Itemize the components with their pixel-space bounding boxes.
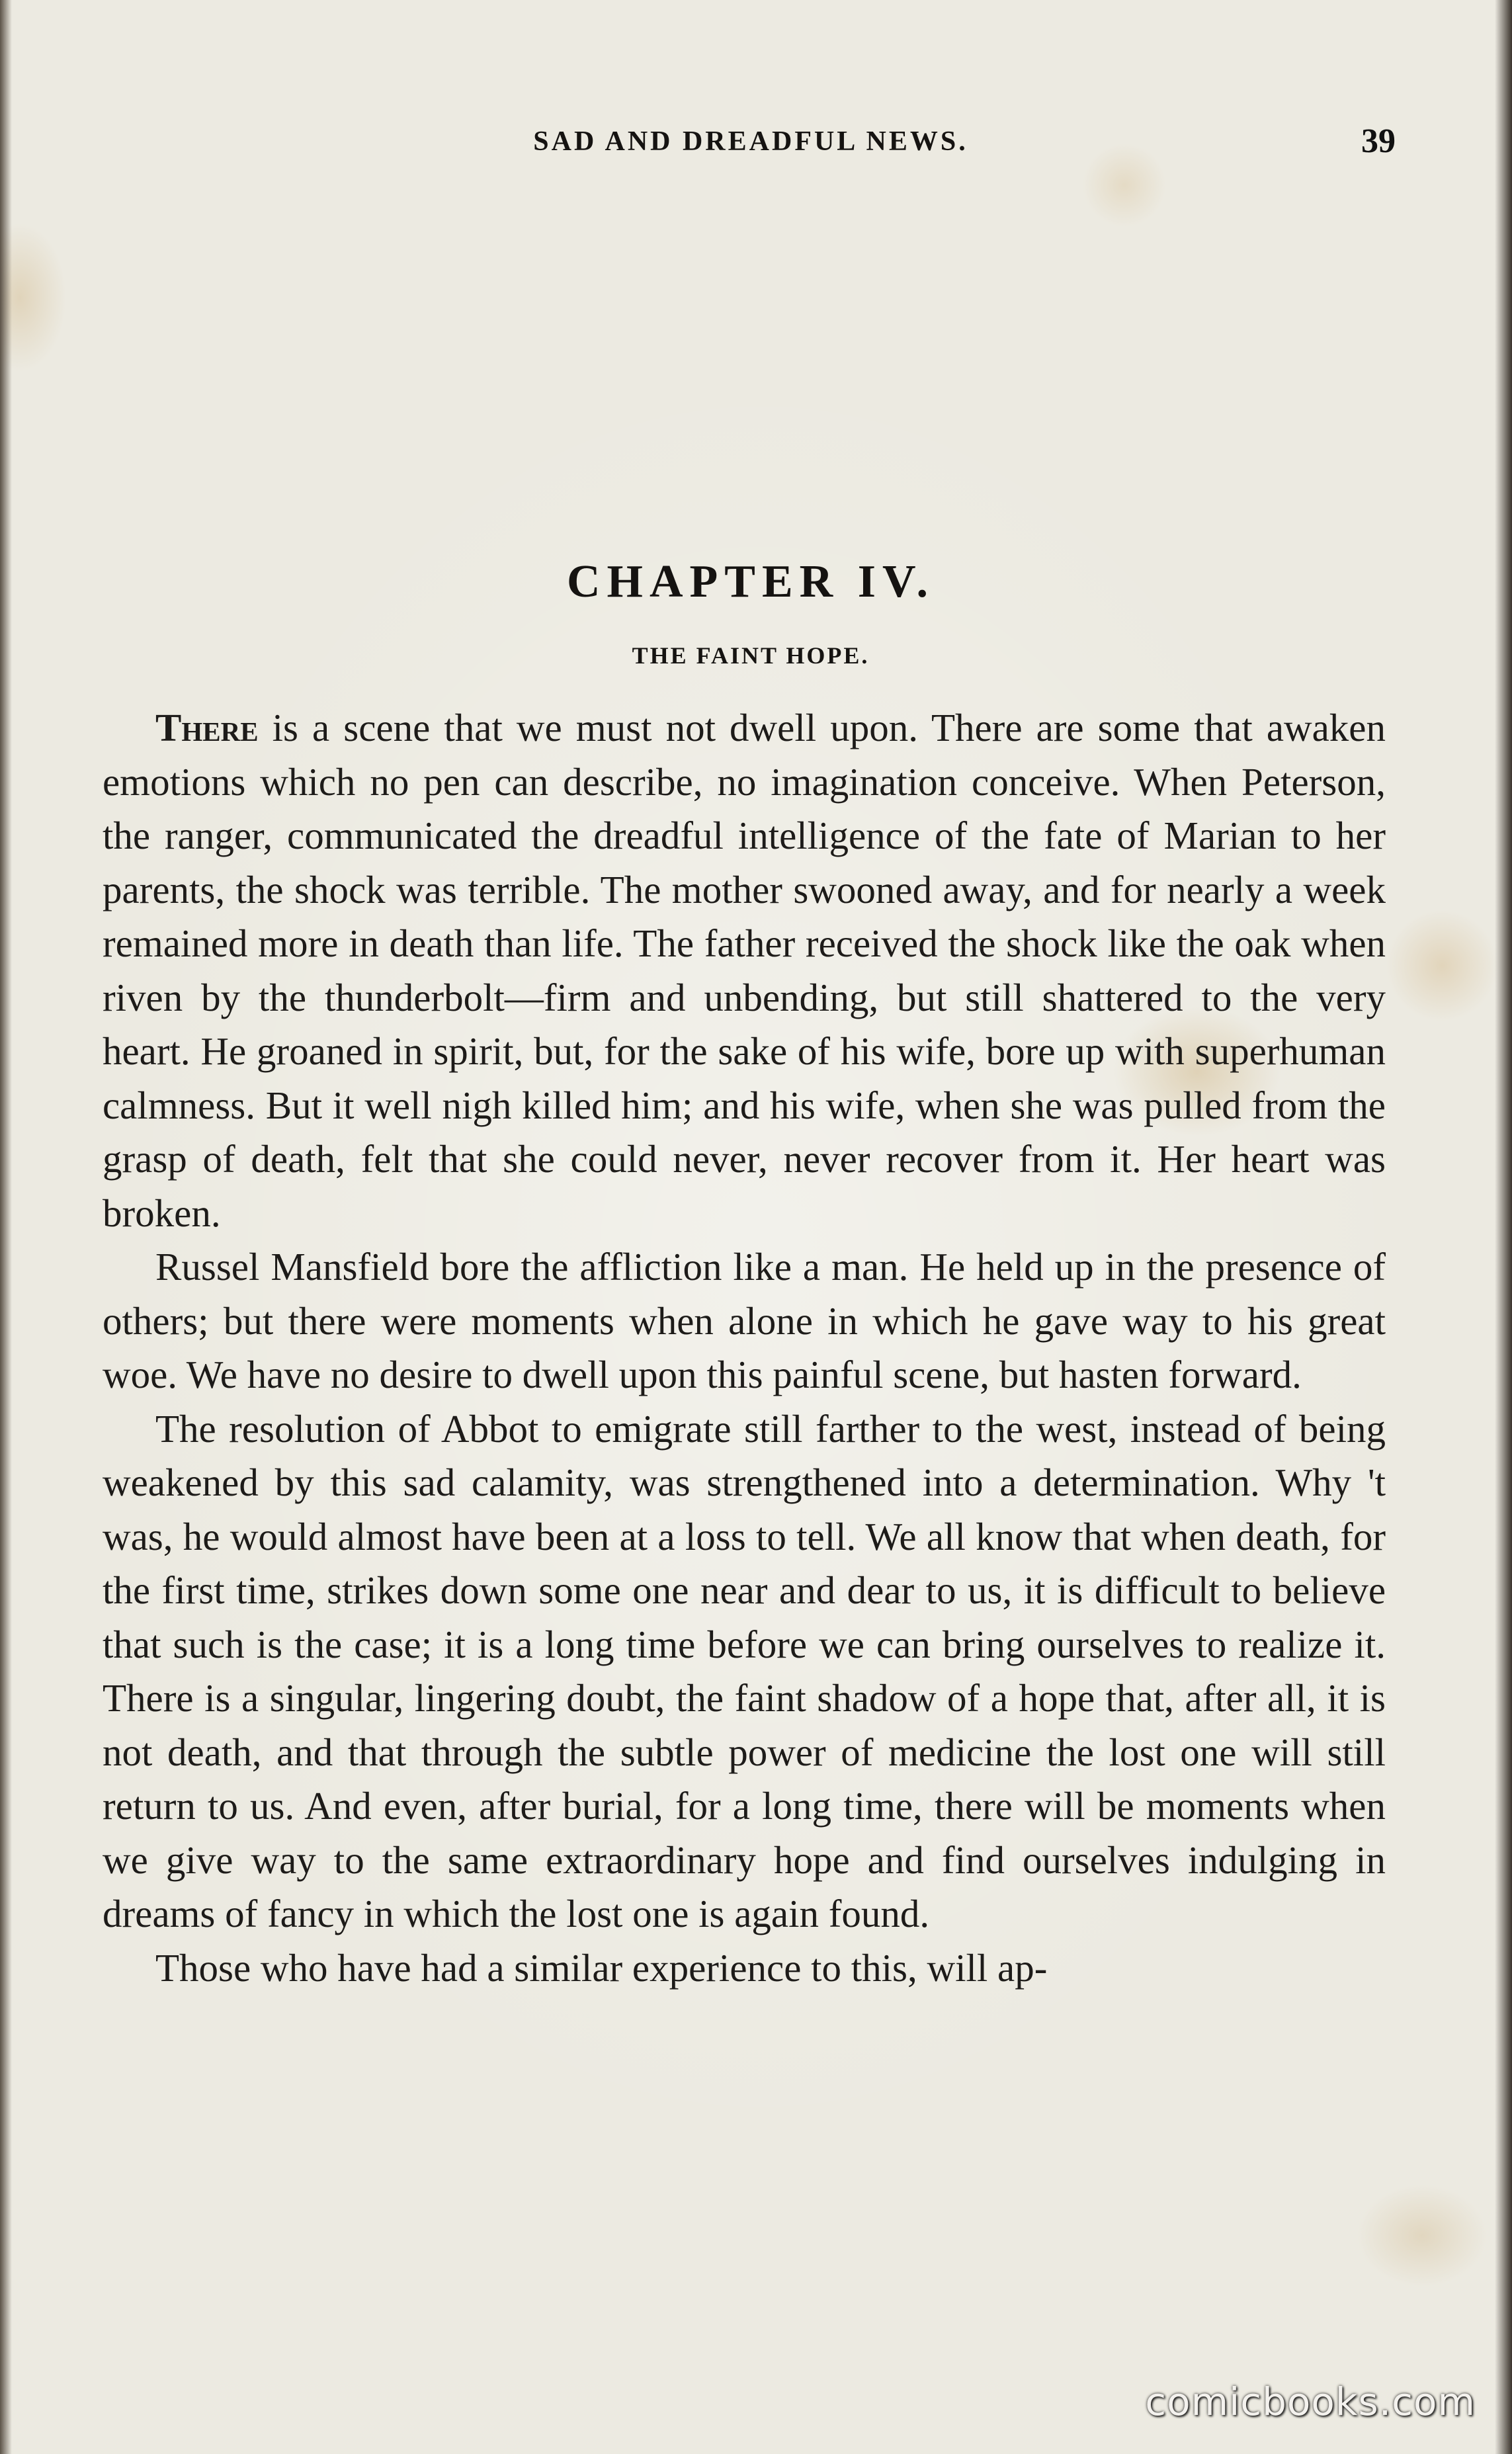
watermark: comicbooks.com: [1145, 2379, 1476, 2424]
paragraph-2: [103, 1240, 1386, 1402]
running-head-title: SAD AND DREADFUL NEWS.: [533, 126, 968, 157]
body-text: [103, 701, 1386, 1995]
paragraph-text: Russel Mansfield bore the affliction like a man. He held up in the presence of others; but there were moments when alone in which he gave way to his great woe. We have no desire to dwell upon this painful scene, but hasten forward.: [103, 1245, 1386, 1396]
paragraph-text: Those who have had a similar experience to this, will ap-: [155, 1945, 1048, 1990]
paragraph-lead-word: There: [155, 706, 259, 749]
paragraph-3: [103, 1402, 1386, 1941]
running-head: [106, 122, 1396, 172]
page-left-edge: [0, 0, 12, 2454]
page-number: 39: [1361, 122, 1396, 160]
chapter-subtitle: THE FAINT HOPE.: [632, 642, 870, 669]
paragraph-text: is a scene that we must not dwell upon. There are some that awaken emotions which no pen can describe, no imagination conceive. When Peterson, the ranger, communicated the dreadful intelligence of the fate of Marian to her parents, the shock was terrible. The mother swooned away, and for nearly a week remained more in death than life. The father received the shock like the oak when riven by the thunderbolt—firm and unbending, but still shattered to the very heart. He groaned in spirit, but, for the sake of his wife, bore up with superhuman calmness. But it well nigh killed him; and his wife, when she was pulled from the grasp of death, felt that she could never, never recover from it. Her heart was broken.: [103, 706, 1386, 1235]
paragraph-1: [103, 701, 1386, 1240]
paragraph-text: The resolution of Abbot to emigrate still farther to the west, instead of being weakened by this sad calamity, was strengthened into a determination. Why 't was, he would almost have been at a loss to tell. We all know that when death, for the first time, strikes down some one near and dear to us, it is difficult to believe that such is the case; it is a long time before we can bring ourselves to realize it. There is a singular, lingering doubt, the faint shadow of a hope that, after all, it is not death, and that through the subtle power of medicine the lost one will still return to us. And even, after burial, for a long time, there will be moments when we give way to the same extraordinary hope and find ourselves indulging in dreams of fancy in which the lost one is again found.: [103, 1406, 1386, 1935]
chapter-heading: CHAPTER IV.: [566, 556, 935, 607]
page-right-edge: [1495, 0, 1512, 2454]
paragraph-4: [103, 1941, 1386, 1996]
